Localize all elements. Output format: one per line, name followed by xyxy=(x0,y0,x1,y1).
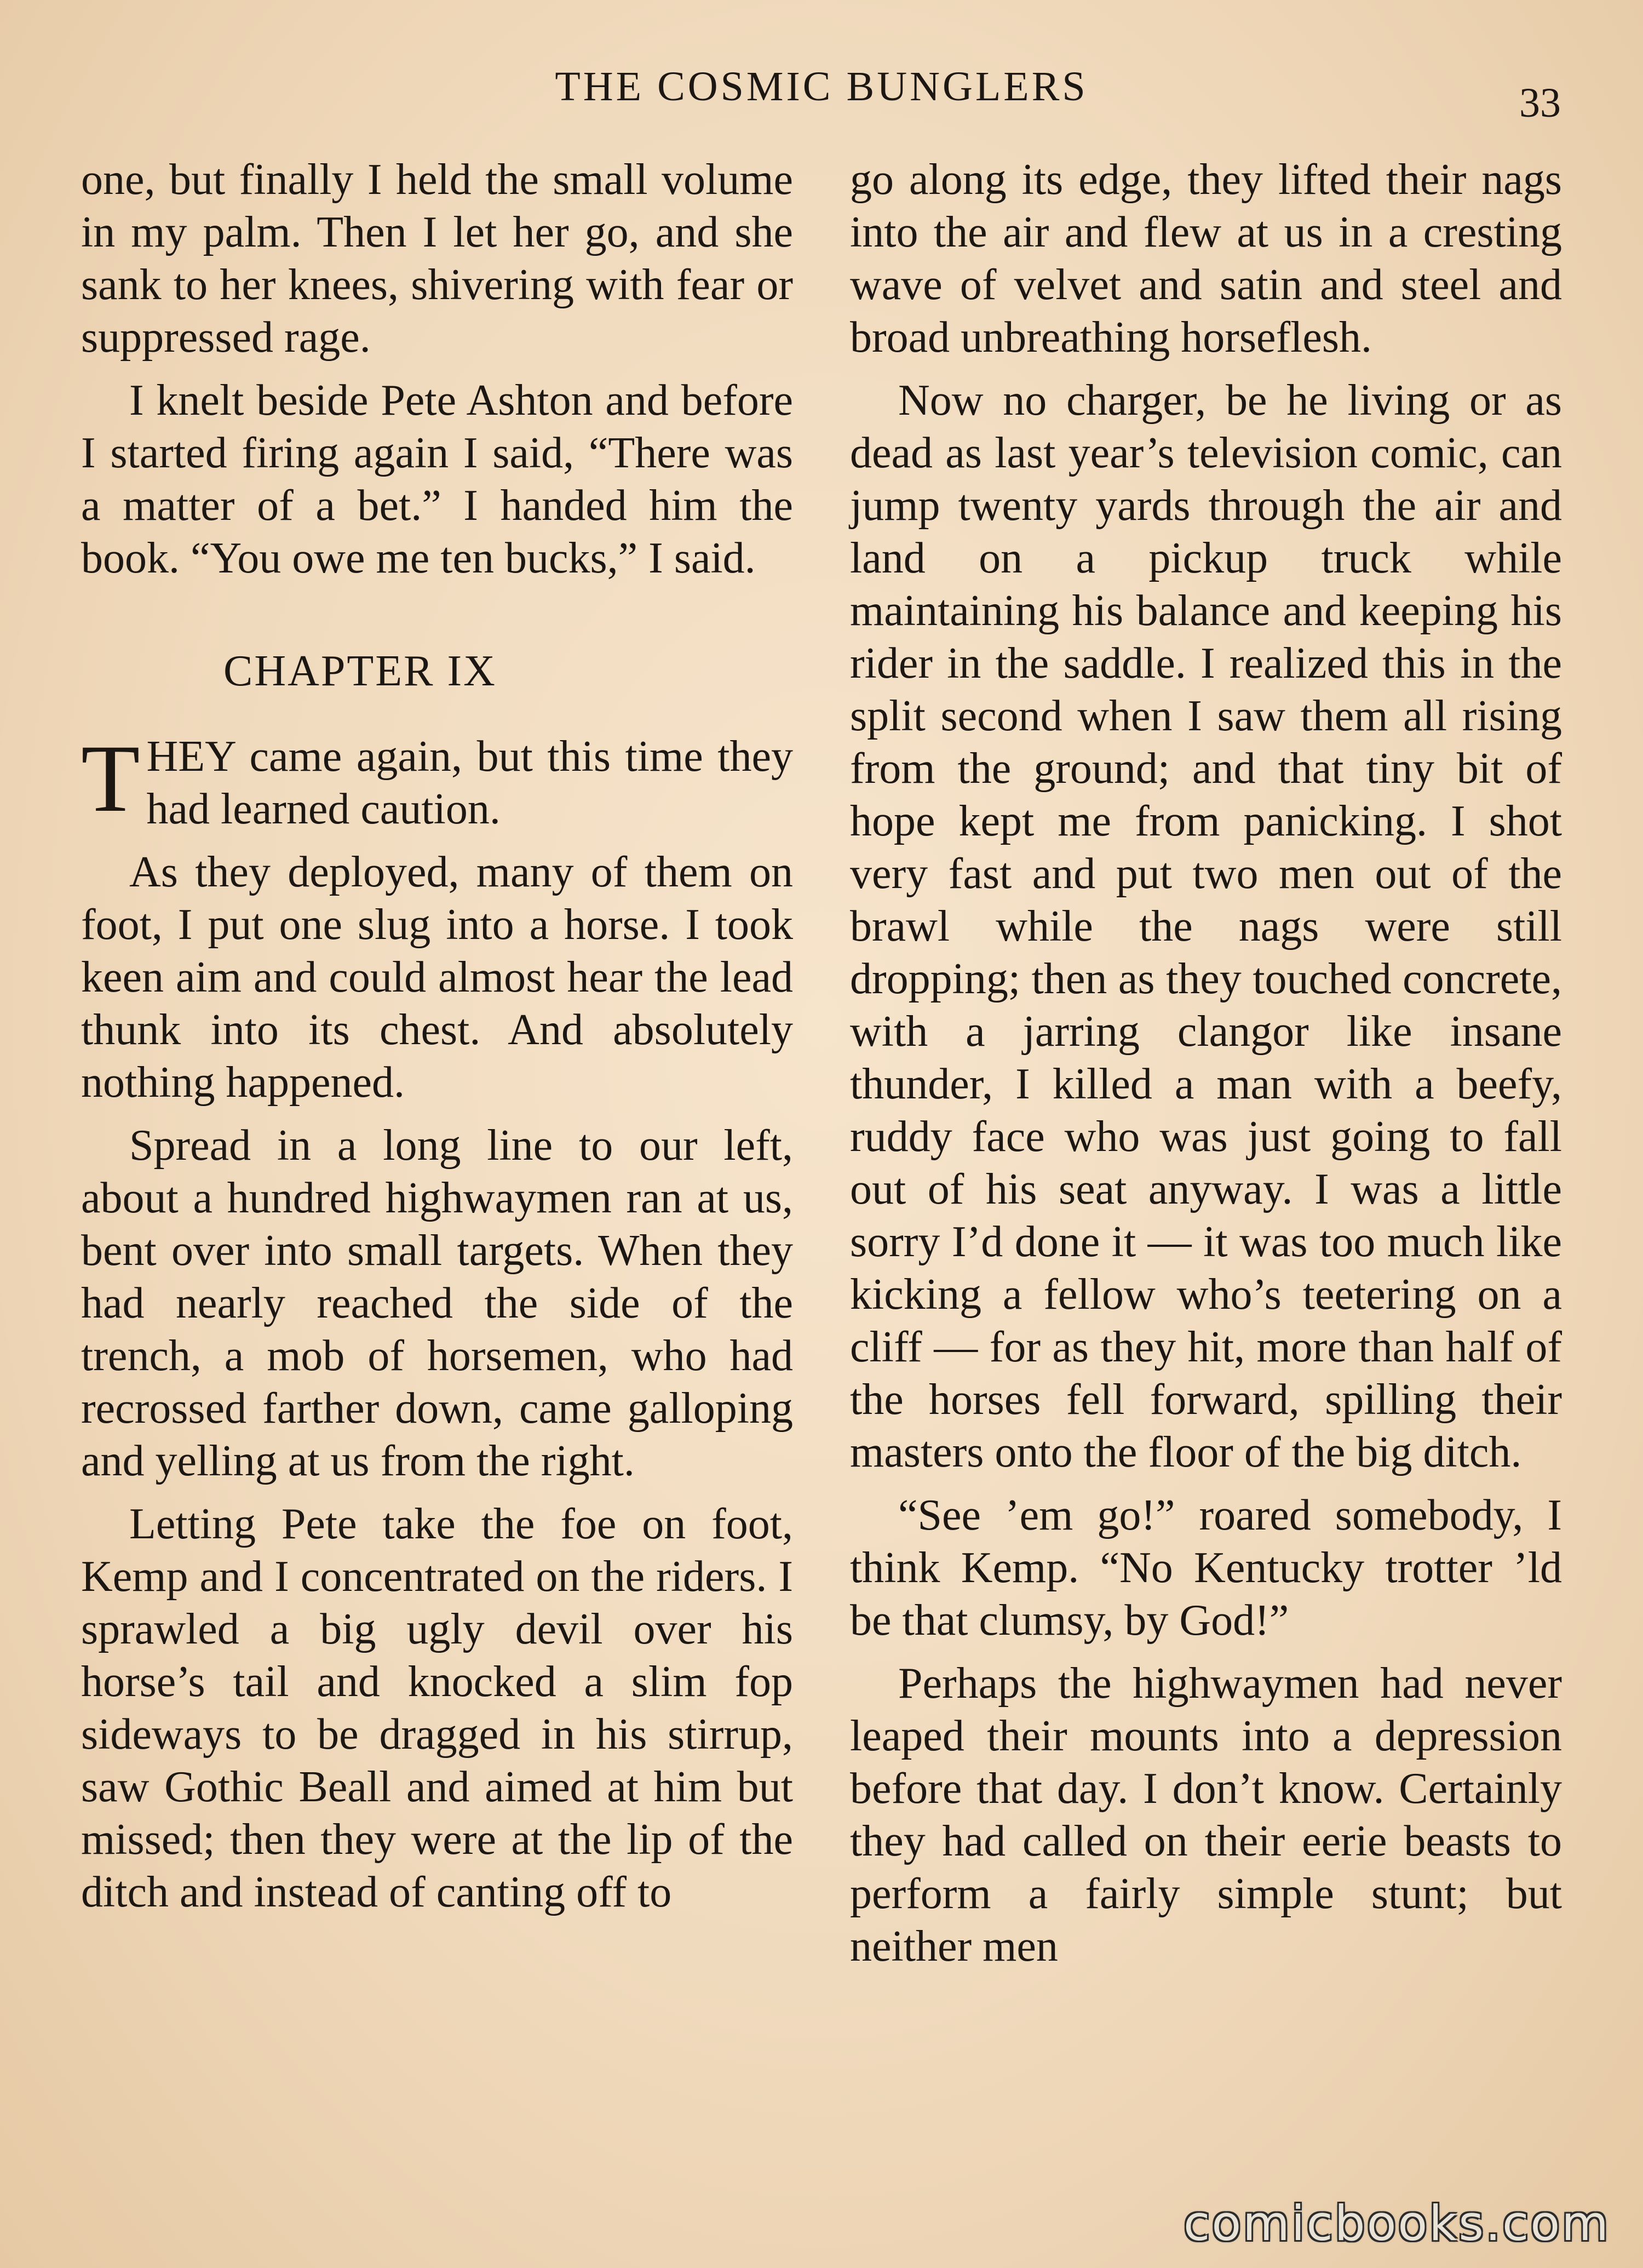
running-title: THE COSMIC BUNGLERS xyxy=(555,64,1088,110)
paragraph: go along its edge, they lifted their nags into the air and flew at us in a cresting wave of velvet and satin and steel and broad unbreathing horseflesh. xyxy=(850,156,1562,362)
paragraph: Perhaps the highwaymen had never leaped their mounts into a depression before that day. I don’t know. Certainly they had called on their eerie beasts to perform a fairly simple stunt; but neither men xyxy=(850,1659,1562,1971)
page-number: 33 xyxy=(1519,80,1561,126)
paragraph: I knelt beside Pete Ashton and before I started firing again I said, “There was a matter of a bet.” I handed him the book. “You owe me ten bucks,” I said. xyxy=(81,376,793,582)
chapter-heading: CHAPTER IX xyxy=(223,647,497,695)
paragraph: Letting Pete take the foe on foot, Kemp and I concentrated on the riders. I sprawled a big ugly devil over his horse’s tail and knocked a slim fop sideways to be dragged in his stirrup, saw Gothic Beall and aimed at him but missed; then they were at the lip of the ditch and instead of canting off to xyxy=(81,1500,793,1916)
paragraph: “See ’em go!” roared somebody, I think Kemp. “No Kentucky trotter ’ld be that clumsy, by God!” xyxy=(850,1491,1562,1645)
left-column xyxy=(81,153,793,1929)
opening-paragraph xyxy=(81,725,793,835)
paragraph: one, but finally I held the small volume in my palm. Then I let her go, and she sank to her knees, shivering with fear or suppressed rage. xyxy=(81,156,793,362)
paragraph: Now no charger, be he living or as dead as last year’s television comic, can jump twenty yards through the air and land on a pickup truck while maintaining his balance and keeping his rider in the saddle. I realized this in the split second when I saw them all rising from the ground; and that tiny bit of hope kept me from panicking. I shot very fast and put two men out of the brawl while the nags were still dropping; then as they touched concrete, with a jarring clangor like insane thunder, I killed a man with a beefy, ruddy face who was just going to fall out of his seat anyway. I was a little sorry I’d done it — it was too much like kicking a fellow who’s teetering on a cliff — for as they hit, more than half of the horses fell forward, spilling their masters onto the floor of the big ditch. xyxy=(850,376,1562,1476)
paragraph: As they deployed, many of them on foot, I put one slug into a horse. I took keen aim and could almost hear the lead thunk into its chest. And absolutely nothing happened. xyxy=(81,848,793,1107)
drop-cap: T xyxy=(81,725,140,832)
right-column xyxy=(850,153,1562,1983)
paragraph: Spread in a long line to our left, about a hundred highwaymen ran at us, bent over into small targets. When they had nearly reached the side of the trench, a mob of horsemen, who had recrossed farther down, came galloping and yelling at us from the right. xyxy=(81,1121,793,1485)
watermark: comicbooks.com xyxy=(1183,2195,1610,2252)
paragraph-text: HEY came again, but this time they had learned caution. xyxy=(146,732,793,833)
